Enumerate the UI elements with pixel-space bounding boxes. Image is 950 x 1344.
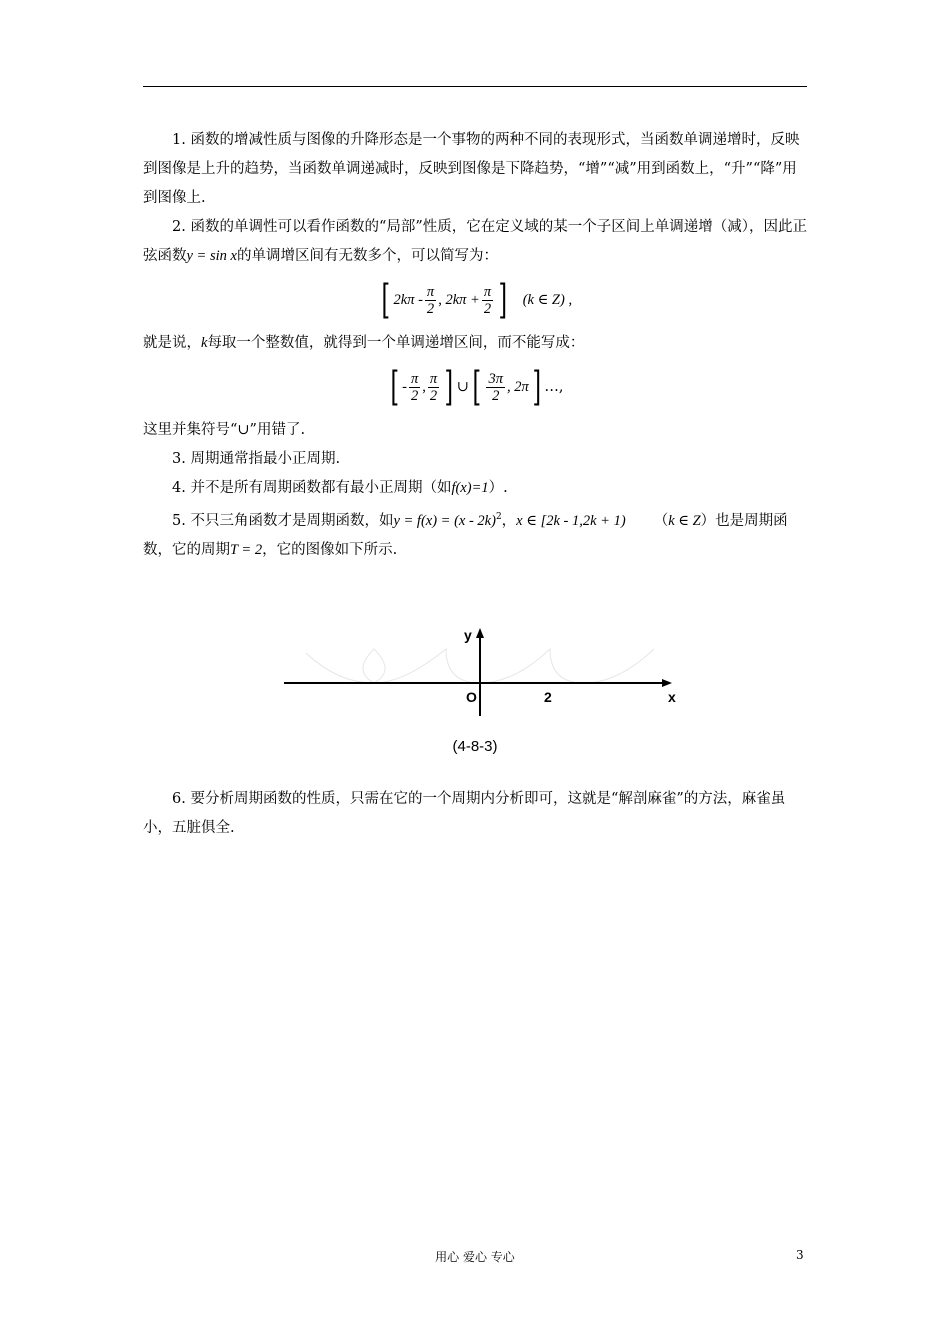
paragraph-4: 这里并集符号“∪”用错了.: [143, 422, 306, 438]
y-axis-label: y: [464, 627, 472, 643]
paragraph-1: 1. 函数的增减性质与图像的升降形态是一个事物的两种不同的表现形式，当函数单调递增时，反映到图像是上升的趋势，当函数单调递减时，反映到图像是下降趋势，“增”“减”用到函数上，“升”“降”用到图像上.: [143, 132, 800, 206]
origin-label: O: [466, 689, 477, 705]
paragraph-2: [143, 213, 807, 271]
paragraph-3: 就是说，k每取一个整数值，就得到一个单调递增区间，而不能写成：: [143, 335, 585, 351]
body-text: [143, 126, 807, 565]
periodic-function-graph: [280, 620, 690, 730]
paragraph-7: 5. 不只三角函数才是周期函数，如y = f(x) = (x - 2k)$^2$，x ∈ [2k - 1,2k + 1) （k ∈ Z）也是周期函数，它的周期T = 2，它的图像如下所示.: [143, 512, 788, 558]
paragraph-2-text-a: 2. 函数的单调性可以看作函数的“局部”性质，它在定义域的某一个子区间上单调递增（减），因此正弦函数: [143, 219, 808, 264]
page-footer: 用心 爱心 专心: [435, 1250, 515, 1264]
sine-formula: y = sin x: [186, 248, 237, 264]
x-axis-label: x: [668, 689, 676, 705]
paragraph-5: 3. 周期通常指最小正周期.: [172, 451, 341, 467]
interval-formula-2: [ - $\frac{\pi}{2}$ , $\frac{\pi}{2}$ ] ∪ [ $\frac{3\pi}{2}$ , 2π ] …,: [390, 364, 564, 410]
paragraph-6: 4. 并不是所有周期函数都有最小正周期（如f(x)=1）.: [172, 480, 508, 496]
paragraph-2-text-b: 的单调增区间有无数多个，可以简写为：: [236, 248, 498, 264]
page-number: 3: [796, 1248, 804, 1262]
paragraph-8: 6. 要分析周期函数的性质，只需在它的一个周期内分析即可，这就是“解剖麻雀”的方法，麻雀虽小，五脏俱全.: [143, 791, 786, 836]
x-axis-arrow: [662, 679, 672, 687]
figure-caption: (4-8-3): [452, 738, 498, 755]
header-rule: [143, 86, 807, 87]
interval-formula-1: [ 2kπ - $\frac{\pi}{2}$ , 2kπ + $\frac{\pi}{2}$ ] (k ∈ Z) ,: [381, 277, 573, 323]
y-axis-arrow: [476, 628, 484, 638]
tick-label-2: 2: [544, 689, 552, 705]
